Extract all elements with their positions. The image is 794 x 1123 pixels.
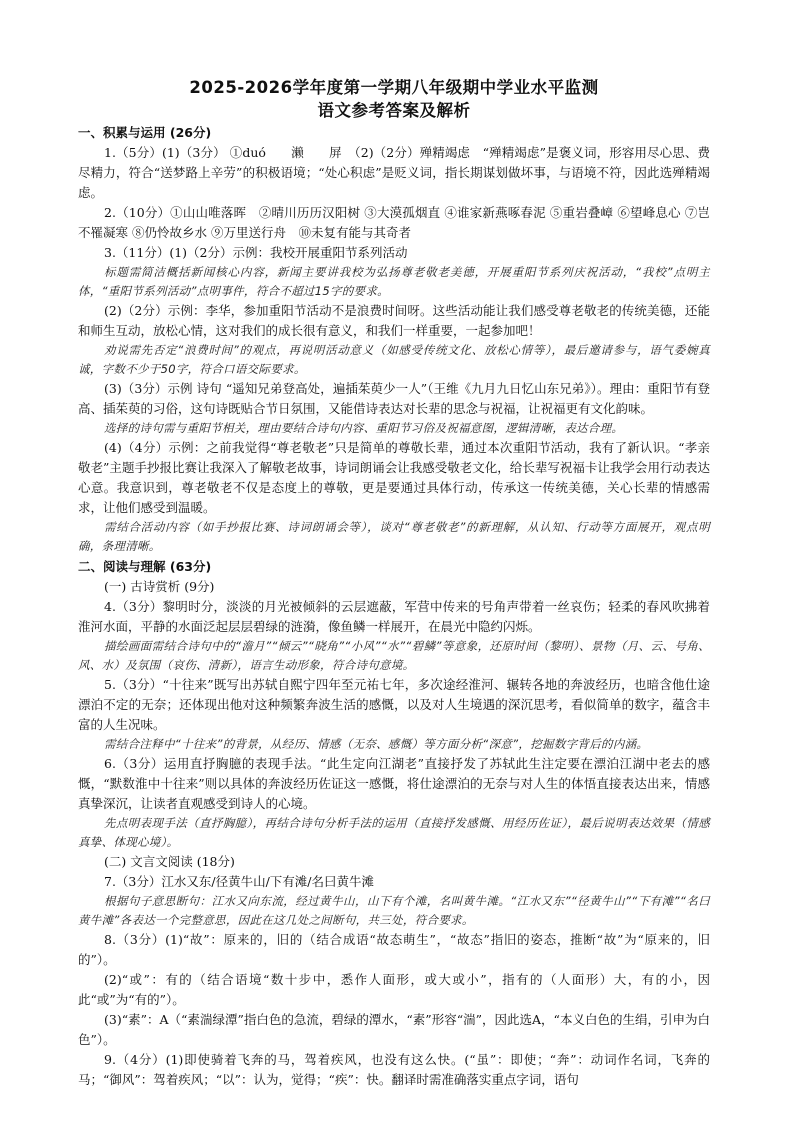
- note-q5: 需结合注释中“十往来”的背景，从经历、情感（无奈、感慨）等方面分析“深意”，挖掘数字背后的内涵。: [104, 737, 649, 751]
- subsection-heading-1: (一) 古诗赏析 (9分): [104, 579, 215, 594]
- answer-q4: 4.（3分）黎明时分，淡淡的月光被倾斜的云层遮蔽，军营中传来的号角声带着一丝哀伤；轻柔的春风吹拂着淮河水面，平静的水面泛起层层碧绿的涟漪，像鱼鳞一样展开，在晨光中隐约闪烁。: [78, 599, 710, 634]
- answer-q7: 7.（3分）江水又东/径黄牛山/下有滩/名曰黄牛滩: [104, 874, 375, 889]
- note-q7: 根据句子意思断句：江水又向东流，经过黄牛山，山下有个滩，名叫黄牛滩。“江水又东”“径黄牛山”“下有滩”“名曰黄牛滩”各表达一个完整意思，因此在这几处之间断句，共三处，符合要求。: [78, 894, 710, 927]
- section-heading-2: 二、阅读与理解 (63分): [78, 559, 212, 574]
- subsection-heading-2: (二) 文言文阅读 (18分): [104, 854, 235, 869]
- answer-q3-1: 3.（11分）(1)（2分）示例：我校开展重阳节系列活动: [104, 245, 408, 260]
- answer-q5: 5.（3分）“十往来”既写出苏轼自熙宁四年至元祐七年，多次途经淮河、辗转各地的奔波经历，也暗含他仕途漂泊不定的无奈；还体现出他对这种频繁奔波生活的感慨，以及对人生境遇的深沉思考，看似简单的数字，蕴含丰富的人生况味。: [78, 677, 710, 732]
- answer-q3-3: (3)（3分）示例 诗句 “遥知兄弟登高处，遍插茱萸少一人”（王维《九月九日忆山东兄弟》）。理由：重阳节有登高、插茱萸的习俗，这句诗既贴合节日氛围，又能借诗表达对长辈的思念与祝福，让祝福更有文化韵味。: [78, 381, 710, 416]
- document-title: 2025-2026学年度第一学期八年级期中学业水平监测: [189, 78, 599, 97]
- answer-q9: 9.（4分）(1)即使骑着飞奔的马，驾着疾风，也没有这么快。(“虽”：即使；“奔”：动词作名词，飞奔的马；“御风”：驾着疾风；“以”：认为，觉得；“疾”：快。翻译时需准确落实重点字词，语句: [78, 1052, 710, 1087]
- answer-q1: 1.（5分）(1)（3分） ①duó 濑 屏 （2)（2分）殚精竭虑 “殚精竭虑”是褒义词，形容用尽心思、费尽精力，符合“送梦路上辛劳”的积极语境；“处心积虑”是贬义词，指长期谋划做坏事，与语境不符，因此选殚精竭虑。: [78, 145, 710, 200]
- answer-q8-3: (3)“素”：A（“素湍绿潭”指白色的急流，碧绿的潭水，“素”形容“湍”，因此选A，“本义白色的生绢，引申为白色”）。: [78, 1012, 710, 1047]
- answer-q6: 6.（3分）运用直抒胸臆的表现手法。“此生定向江湖老”直接抒发了苏轼此生注定要在漂泊江湖中老去的感慨，“默数淮中十往来”则以具体的奔波经历佐证这一感慨，将仕途漂泊的无奈与对人生的体悟直接表达出来，情感真挚深沉，让读者直观感受到诗人的心境。: [78, 756, 710, 811]
- note-q6: 先点明表现手法（直抒胸臆），再结合诗句分析手法的运用（直接抒发感慨、用经历佐证），最后说明表达效果（情感真挚、体现心境）。: [78, 816, 710, 849]
- answer-q2: 2.（10分）①山山唯落晖 ②晴川历历汉阳树 ③大漠孤烟直 ④谁家新燕啄春泥 ⑤重岩叠嶂 ⑥望峰息心 ⑦岂不罹凝寒 ⑧仍怜故乡水 ⑨万里送行舟 ⑩未复有能与其奇者: [78, 205, 710, 240]
- answer-q8-2: (2)“或”：有的（结合语境“数十步中，悉作人面形，或大或小”，指有的（人面形）大，有的小，因此“或”为“有的”）。: [78, 972, 710, 1007]
- answer-q3-2: (2)（2分）示例：李华，参加重阳节活动不是浪费时间呀。这些活动能让我们感受尊老敬老的传统美德，还能和师生互动，放松心情，这对我们的成长很有意义，和我们一样重要，一起参加吧！: [78, 303, 710, 338]
- document-subtitle: 语文参考答案及解析: [317, 101, 471, 120]
- answer-q8-1: 8.（3分）(1)“故”：原来的，旧的（结合成语“故态萌生”，“故态”指旧的姿态，推断“故”为“原来的，旧的”）。: [78, 932, 710, 967]
- note-q3-2: 劝说需先否定“浪费时间”的观点，再说明活动意义（如感受传统文化、放松心情等），最后邀请参与，语气委婉真诚，字数不少于50字，符合口语交际要求。: [78, 343, 710, 376]
- note-q4: 描绘画面需结合诗句中的“澹月”“倾云”“晓角”“小风”“水”“碧鳞”等意象，还原时间（黎明）、景物（月、云、号角、风、水）及氛围（哀伤、清新），语言生动形象，符合诗句意境。: [78, 639, 710, 672]
- note-q3-3: 选择的诗句需与重阳节相关，理由要结合诗句内容、重阳节习俗及祝福意图，逻辑清晰，表达合理。: [104, 421, 624, 435]
- note-q3-4: 需结合活动内容（如手抄报比赛、诗词朗诵会等），谈对“尊老敬老”的新理解，从认知、行动等方面展开，观点明确，条理清晰。: [78, 520, 710, 553]
- section-heading-1: 一、积累与运用 (26分): [78, 125, 212, 140]
- answer-q3-4: (4)（4分）示例：之前我觉得“尊老敬老”只是简单的尊敬长辈，通过本次重阳节活动，我有了新认识。“孝亲敬老”主题手抄报比赛让我深入了解敬老故事，诗词朗诵会让我感受敬老文化，给长辈写祝福卡让我学会用行动表达心意。我意识到，尊老敬老不仅是态度上的尊敬，更是要通过具体行动，传承这一传统美德，关心长辈的情感需求，让他们感受到温暖。: [78, 440, 710, 515]
- note-q3-1: 标题需简洁概括新闻核心内容，新闻主要讲我校为弘扬尊老敬老美德，开展重阳节系列庆祝活动，“我校”点明主体，“重阳节系列活动”点明事件，符合不超过15字的要求。: [78, 265, 710, 298]
